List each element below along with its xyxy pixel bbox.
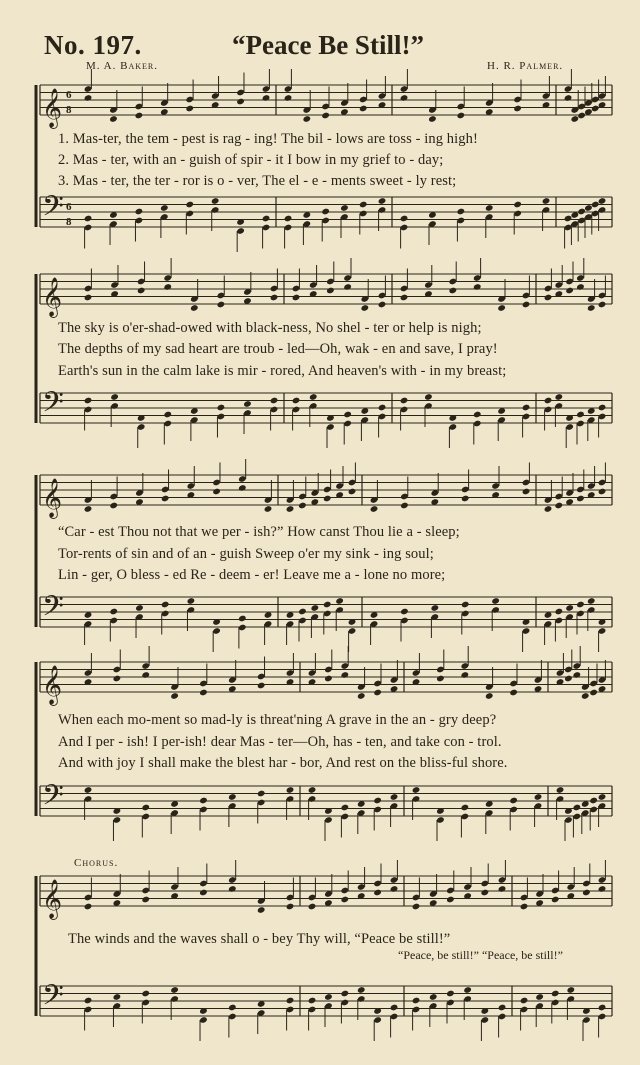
note-head [485,204,494,212]
note-head [513,201,522,209]
lyric-line: 1. Mas-ter, the tem - pest is rag - ing! The bil - lows are toss - ing high! [58,131,478,147]
note-head [572,804,581,812]
note-head [370,505,379,513]
note-head [190,304,199,312]
note-head [584,204,593,212]
note-head [589,797,598,805]
note-head [243,400,252,408]
note-head [378,301,387,309]
note-head [324,993,333,1001]
time-signature: 8 [66,216,72,228]
time-signature: 6 [66,89,72,101]
note-head [228,793,237,801]
note-head [390,793,399,801]
note-head [137,287,146,295]
note-head [110,393,119,401]
note-head [556,786,565,794]
note-head [262,94,271,102]
note-head [217,301,226,309]
note-head [170,692,179,700]
note-head [564,675,573,683]
note-head [359,201,368,209]
note-head [456,112,465,120]
note-head [448,287,457,295]
note-head [577,208,586,216]
lyric-line: Earth's sun in the calm lake is mir - rored, And heaven's with - in my breast; [58,363,507,379]
note-head [429,993,438,1001]
note-head [424,393,433,401]
note-head [308,903,317,911]
note-head [211,197,220,205]
bass-clef: 𝄢 [42,779,64,819]
note-head [598,197,607,205]
note-head [113,993,122,1001]
note-head [135,604,144,612]
note-head [598,885,607,893]
note-head [428,115,437,123]
note-head [308,786,317,794]
treble-clef: 𝄞 [42,879,63,919]
bass-clef: 𝄢 [42,386,64,426]
note-head [460,671,469,679]
note-head [497,304,506,312]
lyric-line: 2. Mas - ter, with an - guish of spir - it I bow in my grief to - day; [58,152,444,168]
chorus-label: Chorus. [74,857,119,869]
note-head [84,94,93,102]
note-head [309,393,318,401]
note-head [228,885,237,893]
note-head [598,301,607,309]
lyric-line: Lin - ger, O bless - ed Re - deem - er! Leave me a - lone no more; [58,567,446,583]
note-head [141,990,150,998]
note-head [390,885,399,893]
note-head [292,397,301,405]
note-head [542,197,551,205]
note-head [84,215,93,223]
lyric-line: The winds and the waves shall o - bey Thy will, “Peace be still!” [68,931,451,947]
note-head [498,885,507,893]
note-head [551,896,560,904]
note-head [160,204,169,212]
note-head [373,689,382,697]
note-head [564,215,573,223]
note-head [217,404,226,412]
note-head [170,986,179,994]
lyric-line: “Car - est Thou not that we per - ish?” How canst Thou lie a - sleep; [58,524,460,540]
note-head [340,896,349,904]
note-head [84,505,93,513]
note-head [513,105,522,113]
note-head [257,906,266,914]
note-head [321,112,330,120]
note-head [581,692,590,700]
note-head [298,608,307,616]
lyric-line: 3. Mas - ter, the ter - ror is o - ver, The el - e - ments sweet - ly rest; [58,173,457,189]
lyric-line: The sky is o'er-shad-owed with black-ness, No shel - ter or help is nigh; [58,320,482,336]
author-credit: M. A. Baker. [86,60,158,72]
note-head [359,105,368,113]
note-head [576,601,585,609]
note-head [340,671,349,679]
note-head [163,411,172,419]
note-head [390,1004,399,1012]
note-head [498,1004,507,1012]
note-head [400,215,409,223]
note-head [491,597,500,605]
note-head [135,112,144,120]
note-head [400,608,409,616]
note-head [357,986,366,994]
note-head [373,889,382,897]
note-head [360,304,369,312]
note-head [324,675,333,683]
note-head [84,786,93,794]
note-head [446,990,455,998]
note-head [284,94,293,102]
note-head [84,294,93,302]
note-head [461,601,470,609]
note-head [460,804,469,812]
note-head [485,692,494,700]
note-head [461,495,470,503]
note-head [373,797,382,805]
note-head [509,797,518,805]
note-head [343,411,352,419]
bass-clef: 𝄢 [42,979,64,1019]
note-head [323,495,332,503]
note-head [262,215,271,223]
note-head [212,488,221,496]
bass-clef: 𝄢 [42,190,64,230]
note-head [84,903,93,911]
note-head [286,903,295,911]
note-head [520,997,529,1005]
note-head [412,903,421,911]
note-head [257,682,266,690]
note-head [343,283,352,291]
lyric-line: When each mo-ment so mad-ly is threat'ning A grave in the an - gry deep? [58,712,497,728]
note-head [199,797,208,805]
hymn-title: “Peace Be Still!” [232,30,424,60]
note-head [522,301,531,309]
lyric-line: And I per - ish! I per-ish! dear Mas - ter—Oh, has - ten, and take con - trol. [58,734,502,750]
note-head [302,115,311,123]
note-head [84,997,93,1005]
treble-clef: 𝄞 [42,665,63,705]
note-head [570,115,579,123]
note-head [554,393,563,401]
note-head [326,287,335,295]
note-head [141,896,150,904]
note-head [357,692,366,700]
note-head [84,397,93,405]
note-head [270,397,279,405]
note-head [520,903,529,911]
note-head [430,604,439,612]
note-head [308,997,317,1005]
note-head [284,215,293,223]
note-head [591,201,600,209]
note-head [400,294,409,302]
note-head [113,675,122,683]
note-head [554,502,563,510]
note-head [566,986,575,994]
response-lyric: “Peace, be still!” “Peace, be still!” [398,948,563,962]
treble-clef: 𝄞 [42,88,63,128]
note-head [587,304,596,312]
composer-credit: H. R. Palmer. [487,60,564,72]
note-head [286,786,295,794]
note-head [378,404,387,412]
note-head [292,294,301,302]
note-head [141,671,150,679]
note-head [544,397,553,405]
note-head [534,793,543,801]
note-head [598,488,607,496]
note-head [286,505,295,513]
note-head [163,283,172,291]
note-head [286,997,295,1005]
note-head [509,689,518,697]
note-head [522,404,531,412]
note-head [228,1004,237,1012]
note-head [298,502,307,510]
note-head [564,94,573,102]
time-signature: 6 [66,201,72,213]
note-head [340,990,349,998]
lyric-line: The depths of my sad heart are troub - led—Oh, wak - en and save, I pray! [58,341,498,357]
note-head [400,502,409,510]
note-head [161,495,170,503]
note-head [310,604,319,612]
note-head [199,889,208,897]
note-head [257,790,266,798]
note-head [576,411,585,419]
note-head [340,804,349,812]
note-head [554,608,563,616]
note-head [141,804,150,812]
note-head [321,208,330,216]
note-head [109,115,118,123]
note-head [473,411,482,419]
note-head [185,105,194,113]
note-head [412,786,421,794]
note-head [400,94,409,102]
note-head [456,208,465,216]
note-head [187,597,196,605]
note-head [236,98,245,106]
lyric-line: Tor-rents of sin and of an - guish Sweep o'er my sink - ing soul; [58,546,434,562]
note-head [598,404,607,412]
note-head [400,397,409,405]
note-head [577,112,586,120]
bass-clef: 𝄢 [42,590,64,630]
note-head [199,689,208,697]
note-head [264,505,273,513]
note-head [565,287,574,295]
note-head [446,896,455,904]
note-head [436,675,445,683]
note-head [522,488,531,496]
note-head [340,204,349,212]
note-head [598,1004,607,1012]
treble-clef: 𝄞 [42,277,63,317]
hymn-number: No. 197. [44,30,142,60]
note-head [109,608,118,616]
note-head [565,604,574,612]
note-head [270,294,279,302]
note-head [544,294,553,302]
note-head [378,197,387,205]
note-head [348,488,357,496]
note-head [473,283,482,291]
lyric-line: And with joy I shall make the blest har - bor, And rest on the bliss-ful shore. [58,755,508,771]
note-head [598,793,607,801]
note-head [185,201,194,209]
note-head [576,495,585,503]
note-head [135,208,144,216]
note-head [480,889,489,897]
note-head [161,601,170,609]
note-head [463,986,472,994]
note-head [335,597,344,605]
note-head [587,597,596,605]
note-head [238,484,247,492]
note-head [412,997,421,1005]
note-head [544,505,553,513]
note-head [582,889,591,897]
note-head [551,990,560,998]
note-head [323,601,332,609]
treble-clef: 𝄞 [42,478,63,518]
note-head [572,671,581,679]
note-head [535,993,544,1001]
note-head [109,502,118,510]
note-head [576,283,585,291]
time-signature: 8 [66,104,72,116]
note-head [591,105,600,113]
note-head [589,689,598,697]
note-head [238,615,247,623]
